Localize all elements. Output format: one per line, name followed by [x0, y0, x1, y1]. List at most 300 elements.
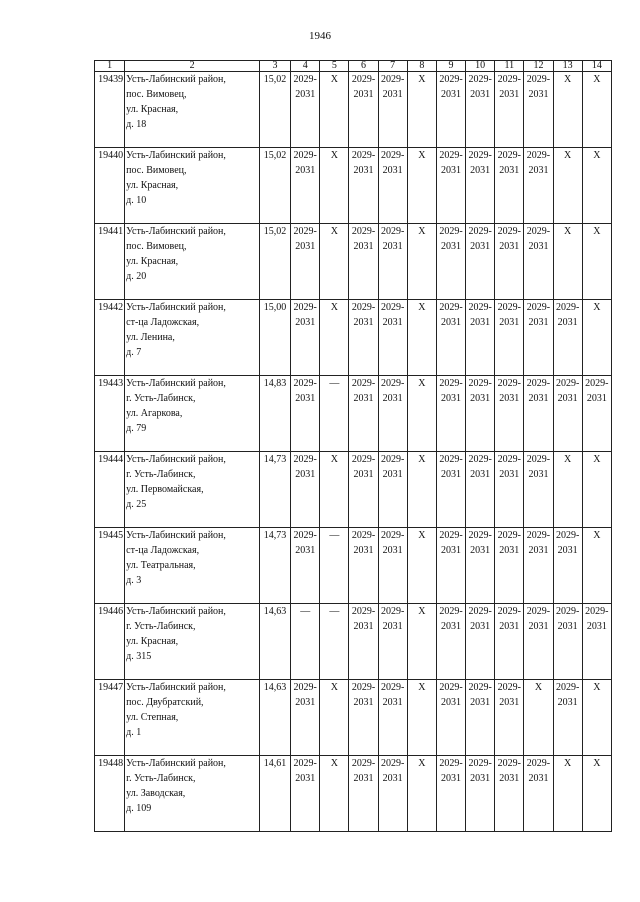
- cell-line: 2031: [470, 393, 491, 404]
- column-header: 1: [95, 61, 125, 72]
- cell-line: 2031: [295, 773, 316, 784]
- period-cell: [495, 680, 524, 756]
- cell-line: 2029-: [497, 530, 521, 541]
- period-cell: [349, 528, 378, 604]
- address-cell: [125, 452, 260, 528]
- cell-line: д. 20: [126, 271, 147, 282]
- cell-line: д. 18: [126, 119, 147, 130]
- cell-line: 2029-: [293, 758, 317, 769]
- cell-line: 2029-: [293, 150, 317, 161]
- period-cell: [524, 300, 553, 376]
- column-header: 3: [259, 61, 290, 72]
- cell-line: 2029-: [293, 74, 317, 85]
- cell-line: 2031: [382, 469, 403, 480]
- period-cell: [378, 756, 407, 832]
- cell-line: X: [563, 150, 572, 161]
- period-cell: [582, 376, 611, 452]
- cell-line: 2031: [295, 545, 316, 556]
- cell-line: 2031: [382, 241, 403, 252]
- period-cell: [553, 680, 582, 756]
- period-cell: [436, 376, 465, 452]
- period-cell: [466, 756, 495, 832]
- period-cell: [349, 452, 378, 528]
- period-cell: [436, 756, 465, 832]
- row-id-cell: 19443: [95, 376, 125, 452]
- address-cell: [125, 148, 260, 224]
- cell-line: ст-ца Ладожская,: [126, 545, 200, 556]
- cell-line: г. Усть-Лабинск,: [126, 393, 196, 404]
- cell-line: 2031: [557, 317, 578, 328]
- cell-line: 2029-: [497, 682, 521, 693]
- column-header: 11: [495, 61, 524, 72]
- column-header: 10: [466, 61, 495, 72]
- period-cell: [320, 300, 349, 376]
- cell-line: X: [593, 150, 601, 161]
- cell-line: 2031: [499, 317, 520, 328]
- period-cell: [320, 680, 349, 756]
- period-cell: [436, 528, 465, 604]
- cell-line: X: [330, 454, 338, 465]
- cell-line: 2029-: [351, 150, 376, 161]
- period-cell: [436, 604, 465, 680]
- cell-line: —: [329, 530, 340, 541]
- cell-line: 2031: [470, 545, 491, 556]
- cell-line: X: [418, 454, 426, 465]
- cell-line: —: [300, 606, 311, 617]
- cell-line: 2031: [499, 89, 520, 100]
- cell-line: 2029-: [526, 530, 551, 541]
- column-header: 13: [553, 61, 582, 72]
- cell-line: 2031: [382, 393, 403, 404]
- cell-line: X: [563, 226, 572, 237]
- cell-line: X: [593, 530, 601, 541]
- cell-line: 2029-: [439, 606, 463, 617]
- cell-line: X: [593, 758, 601, 769]
- period-cell: [407, 376, 436, 452]
- row-id-cell: 19445: [95, 528, 125, 604]
- row-id-cell: 19447: [95, 680, 125, 756]
- cell-line: ул. Красная,: [126, 180, 179, 191]
- period-cell: [466, 300, 495, 376]
- address-cell: [125, 680, 260, 756]
- period-cell: [553, 300, 582, 376]
- period-cell: [378, 72, 407, 148]
- cell-line: 2031: [557, 393, 578, 404]
- cell-line: 2029-: [497, 226, 521, 237]
- cell-line: X: [593, 302, 601, 313]
- period-cell: [553, 148, 582, 224]
- cell-line: 2029-: [351, 530, 376, 541]
- cell-line: —: [329, 378, 340, 389]
- period-cell: [495, 528, 524, 604]
- period-cell: [349, 72, 378, 148]
- cell-line: 2031: [528, 773, 549, 784]
- cell-line: 2031: [470, 317, 491, 328]
- period-cell: [582, 756, 611, 832]
- period-cell: [524, 148, 553, 224]
- period-cell: [524, 376, 553, 452]
- cell-line: д. 79: [126, 423, 147, 434]
- cell-line: 2029-: [497, 302, 521, 313]
- period-cell: [495, 300, 524, 376]
- cell-line: 2031: [382, 165, 403, 176]
- cell-line: 2031: [586, 621, 607, 632]
- cell-line: X: [418, 606, 426, 617]
- cell-line: 2029-: [468, 150, 492, 161]
- value-cell: 14,83: [259, 376, 290, 452]
- value-cell: 14,73: [259, 452, 290, 528]
- period-cell: [378, 452, 407, 528]
- table-row: [95, 528, 612, 604]
- cell-line: X: [330, 302, 338, 313]
- cell-line: X: [330, 226, 338, 237]
- column-header: 6: [349, 61, 378, 72]
- period-cell: [524, 224, 553, 300]
- cell-line: 2031: [440, 165, 461, 176]
- cell-line: г. Усть-Лабинск,: [126, 621, 196, 632]
- cell-line: 2031: [528, 393, 549, 404]
- period-cell: [320, 148, 349, 224]
- cell-line: 2029-: [381, 74, 405, 85]
- cell-line: 2029-: [497, 378, 521, 389]
- cell-line: 2031: [353, 469, 374, 480]
- cell-line: 2031: [557, 621, 578, 632]
- value-cell: 14,73: [259, 528, 290, 604]
- cell-line: 2031: [353, 621, 374, 632]
- period-cell: [582, 300, 611, 376]
- cell-line: X: [563, 74, 572, 85]
- cell-line: 2031: [470, 773, 491, 784]
- cell-line: 2031: [295, 89, 316, 100]
- column-header: 14: [582, 61, 611, 72]
- cell-line: пос. Вимовец,: [126, 165, 187, 176]
- period-cell: [291, 376, 320, 452]
- period-cell: [495, 604, 524, 680]
- cell-line: 2029-: [468, 606, 492, 617]
- cell-line: Усть-Лабинский район,: [126, 226, 226, 237]
- period-cell: [582, 72, 611, 148]
- period-cell: [495, 756, 524, 832]
- period-cell: [378, 680, 407, 756]
- period-cell: [524, 756, 553, 832]
- column-header: 12: [524, 61, 553, 72]
- cell-line: Усть-Лабинский район,: [126, 682, 226, 693]
- period-cell: [524, 452, 553, 528]
- address-cell: [125, 376, 260, 452]
- cell-line: 2029-: [439, 682, 463, 693]
- cell-line: ул. Красная,: [126, 104, 179, 115]
- period-cell: [320, 604, 349, 680]
- cell-line: 2031: [353, 393, 374, 404]
- cell-line: 2031: [440, 89, 461, 100]
- period-cell: [582, 680, 611, 756]
- period-cell: [407, 756, 436, 832]
- cell-line: 2031: [295, 165, 316, 176]
- cell-line: 2029-: [439, 378, 463, 389]
- cell-line: 2029-: [439, 226, 463, 237]
- page-number: 1946: [309, 30, 331, 42]
- period-cell: [378, 528, 407, 604]
- column-header: 4: [291, 61, 320, 72]
- row-id-cell: 19442: [95, 300, 125, 376]
- cell-line: д. 3: [126, 575, 142, 586]
- period-cell: [524, 680, 553, 756]
- cell-line: 2029-: [497, 454, 521, 465]
- cell-line: 2029-: [468, 74, 492, 85]
- cell-line: X: [418, 758, 426, 769]
- period-cell: [466, 680, 495, 756]
- period-cell: [291, 148, 320, 224]
- cell-line: пос. Вимовец,: [126, 241, 187, 252]
- cell-line: 2031: [382, 89, 403, 100]
- period-cell: [291, 528, 320, 604]
- period-cell: [553, 376, 582, 452]
- period-cell: [349, 376, 378, 452]
- cell-line: 2031: [353, 165, 374, 176]
- cell-line: Усть-Лабинский район,: [126, 302, 226, 313]
- period-cell: [553, 528, 582, 604]
- cell-line: ул. Степная,: [126, 712, 179, 723]
- period-cell: [349, 604, 378, 680]
- cell-line: 2029-: [381, 378, 405, 389]
- period-cell: [291, 756, 320, 832]
- cell-line: 2031: [499, 393, 520, 404]
- cell-line: ул. Агаркова,: [126, 408, 183, 419]
- table-row: [95, 680, 612, 756]
- period-cell: [466, 224, 495, 300]
- cell-line: 2029-: [381, 454, 405, 465]
- cell-line: 2031: [382, 773, 403, 784]
- cell-line: 2029-: [381, 758, 405, 769]
- period-cell: [553, 452, 582, 528]
- cell-line: 2031: [353, 89, 374, 100]
- cell-line: 2031: [499, 621, 520, 632]
- cell-line: 2031: [353, 317, 374, 328]
- column-header-row: [95, 61, 612, 72]
- row-id-cell: 19441: [95, 224, 125, 300]
- cell-line: 2029-: [439, 74, 463, 85]
- table-row: [95, 300, 612, 376]
- cell-line: Усть-Лабинский район,: [126, 758, 226, 769]
- cell-line: X: [563, 758, 572, 769]
- cell-line: 2029-: [439, 302, 463, 313]
- cell-line: 2031: [353, 773, 374, 784]
- cell-line: 2031: [382, 545, 403, 556]
- table-row: [95, 148, 612, 224]
- cell-line: 2029-: [439, 150, 463, 161]
- period-cell: [582, 528, 611, 604]
- cell-line: 2029-: [439, 758, 463, 769]
- cell-line: 2029-: [293, 302, 317, 313]
- cell-line: 2031: [499, 241, 520, 252]
- cell-line: 2029-: [381, 150, 405, 161]
- cell-line: 2029-: [468, 454, 492, 465]
- address-cell: [125, 224, 260, 300]
- address-cell: [125, 72, 260, 148]
- cell-line: 2029-: [497, 758, 521, 769]
- cell-line: 2029-: [381, 682, 405, 693]
- table-row: [95, 376, 612, 452]
- period-cell: [495, 148, 524, 224]
- cell-line: 2029-: [497, 150, 521, 161]
- cell-line: 2031: [440, 393, 461, 404]
- period-cell: [291, 224, 320, 300]
- cell-line: 2031: [353, 545, 374, 556]
- cell-line: 2031: [557, 545, 578, 556]
- cell-line: 2031: [470, 469, 491, 480]
- cell-line: 2031: [499, 697, 520, 708]
- period-cell: [582, 604, 611, 680]
- period-cell: [291, 604, 320, 680]
- row-id-cell: 19439: [95, 72, 125, 148]
- period-cell: [349, 224, 378, 300]
- cell-line: 2031: [295, 697, 316, 708]
- period-cell: [407, 224, 436, 300]
- cell-line: 2029-: [497, 606, 521, 617]
- cell-line: X: [593, 454, 601, 465]
- cell-line: X: [418, 226, 426, 237]
- period-cell: [407, 604, 436, 680]
- cell-line: 2029-: [351, 74, 376, 85]
- row-id-cell: 19444: [95, 452, 125, 528]
- cell-line: X: [330, 74, 338, 85]
- cell-line: д. 7: [126, 347, 142, 358]
- cell-line: X: [418, 378, 426, 389]
- period-cell: [495, 72, 524, 148]
- period-cell: [582, 148, 611, 224]
- period-cell: [378, 148, 407, 224]
- cell-line: Усть-Лабинский район,: [126, 454, 226, 465]
- cell-line: 2031: [557, 697, 578, 708]
- table-row: [95, 224, 612, 300]
- period-cell: [436, 680, 465, 756]
- cell-line: пос. Двубратский,: [126, 697, 204, 708]
- cell-line: пос. Вимовец,: [126, 89, 187, 100]
- cell-line: 2029-: [468, 758, 492, 769]
- cell-line: 2029-: [468, 378, 492, 389]
- cell-line: 2029-: [351, 302, 376, 313]
- period-cell: [524, 528, 553, 604]
- cell-line: 2031: [295, 241, 316, 252]
- cell-line: 2029-: [497, 74, 521, 85]
- value-cell: 14,61: [259, 756, 290, 832]
- period-cell: [582, 224, 611, 300]
- cell-line: 2029-: [293, 682, 317, 693]
- cell-line: 2029-: [381, 606, 405, 617]
- cell-line: Усть-Лабинский район,: [126, 150, 226, 161]
- period-cell: [349, 300, 378, 376]
- cell-line: 2031: [295, 393, 316, 404]
- period-cell: [349, 680, 378, 756]
- cell-line: 2031: [440, 317, 461, 328]
- cell-line: 2029-: [526, 758, 551, 769]
- cell-line: 2031: [528, 89, 549, 100]
- cell-line: 2031: [440, 469, 461, 480]
- period-cell: [495, 376, 524, 452]
- column-header: 5: [320, 61, 349, 72]
- period-cell: [436, 300, 465, 376]
- period-cell: [407, 452, 436, 528]
- address-cell: [125, 528, 260, 604]
- period-cell: [320, 72, 349, 148]
- cell-line: X: [593, 74, 601, 85]
- cell-line: 2031: [440, 773, 461, 784]
- period-cell: [553, 604, 582, 680]
- cell-line: 2029-: [555, 302, 580, 313]
- cell-line: X: [593, 682, 601, 693]
- period-cell: [320, 224, 349, 300]
- period-cell: [291, 452, 320, 528]
- cell-line: 2031: [499, 165, 520, 176]
- period-cell: [582, 452, 611, 528]
- cell-line: 2031: [295, 469, 316, 480]
- cell-line: 2031: [440, 621, 461, 632]
- cell-line: 2031: [382, 317, 403, 328]
- cell-line: 2031: [528, 469, 549, 480]
- period-cell: [291, 300, 320, 376]
- period-cell: [466, 376, 495, 452]
- cell-line: 2031: [470, 697, 491, 708]
- cell-line: 2029-: [526, 150, 551, 161]
- period-cell: [407, 680, 436, 756]
- cell-line: 2029-: [526, 454, 551, 465]
- period-cell: [466, 452, 495, 528]
- cell-line: 2031: [440, 545, 461, 556]
- cell-line: 2029-: [555, 682, 580, 693]
- cell-line: Усть-Лабинский район,: [126, 530, 226, 541]
- cell-line: 2029-: [293, 226, 317, 237]
- cell-line: 2029-: [526, 226, 551, 237]
- cell-line: ул. Театральная,: [126, 560, 196, 571]
- period-cell: [466, 604, 495, 680]
- cell-line: 2029-: [351, 682, 376, 693]
- cell-line: 2029-: [555, 606, 580, 617]
- cell-line: X: [418, 530, 426, 541]
- cell-line: 2029-: [468, 302, 492, 313]
- cell-line: 2031: [499, 545, 520, 556]
- cell-line: 2029-: [526, 606, 551, 617]
- cell-line: 2031: [528, 165, 549, 176]
- period-cell: [436, 224, 465, 300]
- table-row: [95, 604, 612, 680]
- cell-line: ул. Красная,: [126, 636, 179, 647]
- cell-line: 2029-: [468, 682, 492, 693]
- row-id-cell: 19446: [95, 604, 125, 680]
- period-cell: [436, 148, 465, 224]
- cell-line: д. 109: [126, 803, 152, 814]
- period-cell: [553, 72, 582, 148]
- cell-line: ул. Первомайская,: [126, 484, 204, 495]
- address-cell: [125, 604, 260, 680]
- cell-line: 2029-: [381, 302, 405, 313]
- period-cell: [407, 72, 436, 148]
- cell-line: д. 25: [126, 499, 147, 510]
- period-cell: [495, 452, 524, 528]
- cell-line: 2031: [382, 621, 403, 632]
- period-cell: [320, 376, 349, 452]
- cell-line: 2029-: [293, 530, 317, 541]
- cell-line: Усть-Лабинский район,: [126, 74, 226, 85]
- column-header: 9: [436, 61, 465, 72]
- cell-line: Усть-Лабинский район,: [126, 606, 226, 617]
- cell-line: 2031: [470, 89, 491, 100]
- cell-line: X: [418, 682, 426, 693]
- cell-line: г. Усть-Лабинск,: [126, 773, 196, 784]
- cell-line: X: [418, 150, 426, 161]
- table-row: [95, 452, 612, 528]
- cell-line: 2029-: [555, 378, 580, 389]
- cell-line: 2029-: [351, 226, 376, 237]
